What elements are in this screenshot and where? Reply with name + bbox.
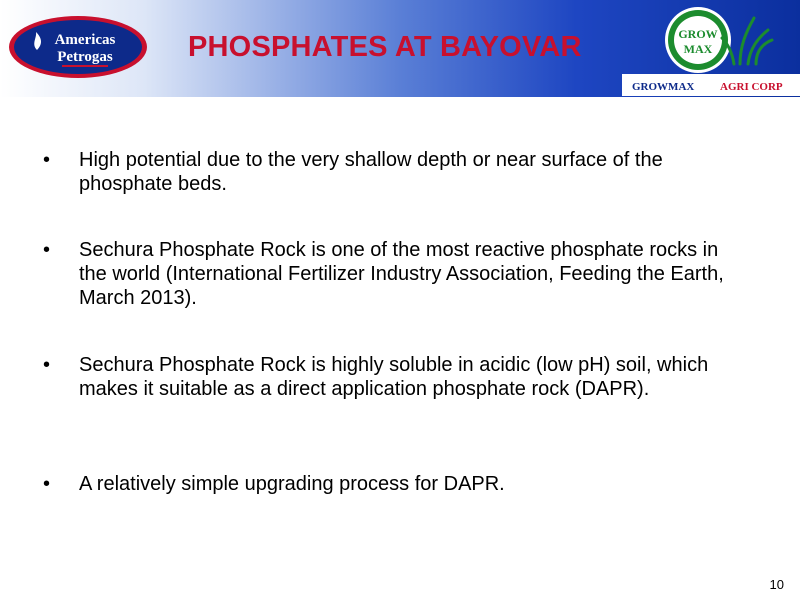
bullet-text: Sechura Phosphate Rock is one of the most reactive phosphate rocks in the world (International Fertilizer Industry Association, Feeding the Earth, March 2013).	[79, 239, 724, 309]
bullet-text: Sechura Phosphate Rock is highly soluble in acidic (low pH) soil, which makes it suitable as a direct application phosphate rock (DAPR).	[79, 354, 709, 400]
bullet-text: High potential due to the very shallow depth or near surface of the phosphate beds.	[79, 149, 663, 195]
logo-right-tagline-b: AGRI CORP	[720, 81, 783, 93]
bullet-marker: •	[43, 239, 51, 261]
logo-right-line1: GROW	[678, 27, 718, 41]
logo-right-line2: MAX	[683, 42, 713, 56]
bullet-marker: •	[43, 354, 51, 376]
bullet-item	[43, 472, 733, 496]
bullet-item	[43, 238, 733, 310]
bullet-item	[43, 353, 733, 401]
logo-right-tagline-a: GROWMAX	[632, 81, 695, 93]
bullet-marker: •	[43, 149, 51, 171]
logo-left-line1: Americas	[54, 32, 116, 48]
logo-left-line2: Petrogas	[57, 49, 113, 65]
bullet-item	[43, 148, 733, 196]
bullet-marker: •	[43, 473, 51, 495]
bullet-text: A relatively simple upgrading process for DAPR.	[79, 473, 505, 495]
page-number: 10	[769, 577, 784, 592]
slide-title: PHOSPHATES AT BAYOVAR	[188, 31, 582, 63]
